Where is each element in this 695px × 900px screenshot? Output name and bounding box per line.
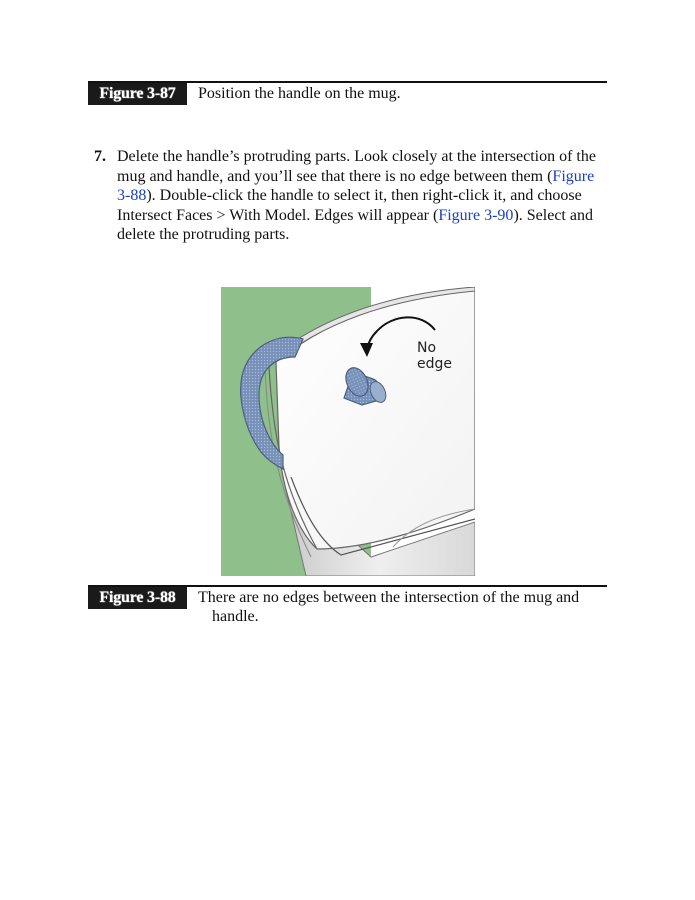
step-7-paragraph — [94, 147, 609, 245]
figure-caption-text: Position the handle on the mug. — [198, 85, 401, 102]
step-text-2: ). Double-click the handle to select it, then right-click it, and choose Intersect Faces > With Model. Edges will appear ( — [117, 187, 582, 224]
figure-3-90-link[interactable]: Figure 3-90 — [438, 206, 514, 224]
caption-line-2: handle. — [212, 608, 259, 625]
step-text-3: ). Select and delete the protruding parts. — [117, 206, 593, 243]
figure-caption-text — [198, 588, 607, 626]
figure-3-88-link[interactable]: Figure 3-88 — [117, 167, 595, 204]
figure-label: Figure 3-88 — [88, 587, 187, 609]
figure-label: Figure 3-87 — [88, 83, 187, 105]
mug-illustration-svg — [221, 287, 475, 576]
step-number: 7. — [94, 148, 106, 165]
caption-line-1: There are no edges between the intersection of the mug and — [198, 589, 580, 606]
mug-handle-illustration — [221, 287, 475, 576]
no-edge-annotation: No edge — [417, 340, 452, 372]
step-body — [94, 147, 609, 245]
figure-3-87-caption — [88, 81, 607, 109]
step-text-1: Delete the handle’s protruding parts. Look closely at the intersection of the mug and handle, and you’ll see that there is no edge between them ( — [117, 148, 596, 185]
figure-3-88-caption — [88, 585, 607, 633]
